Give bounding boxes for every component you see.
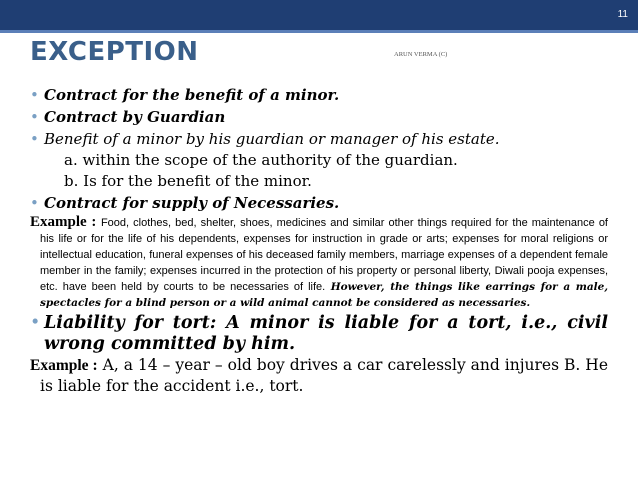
example-emphasis: However, the things like earrings for a male, spectacles for a blind person or a wild animal cannot be considered as necessaries. xyxy=(40,281,608,309)
slide-body xyxy=(30,84,608,397)
example-necessaries xyxy=(30,214,608,311)
example-tort-label: Example : xyxy=(30,357,98,374)
header-accent-line xyxy=(0,30,638,33)
slide-number: 11 xyxy=(617,9,628,20)
bullet-necessaries: • Contract for supply of Necessaries. xyxy=(30,192,608,214)
bullet-benefit-by-guardian: • Benefit of a minor by his guardian or manager of his estate. xyxy=(30,128,608,150)
example-tort xyxy=(30,355,608,397)
example-tort-text: A, a 14 – year – old boy drives a car carelessly and injures B. He is liable for the accident i.e., tort. xyxy=(40,356,608,395)
author-credit: ARUN VERMA (C) xyxy=(394,51,448,58)
example-label: Example : xyxy=(30,214,97,230)
sub-item-b: b. Is for the benefit of the minor. xyxy=(64,172,312,190)
example-text: Food, clothes, bed, shelter, shoes, medicines and similar other things required for the maintenance of his life or for the life of his dependents, expenses for instruction in grade or arts; expenses for moral religions or intellectual education, funeral expenses of his deceased family members, marriage expenses of a dependent female member in the family; expenses incurred in the protection of his property or personal liberty, Diwali pooja expenses, etc. have been held by courts to be necessaries of life. xyxy=(40,217,608,293)
bullet-contract-by-guardian: • Contract by Guardian xyxy=(30,106,608,128)
bullet-liability-for-tort: • Liability for tort: A minor is liable for a tort, i.e., civil wrong committed by him. xyxy=(30,313,608,355)
slide-title: EXCEPTION xyxy=(30,37,199,67)
header-bar xyxy=(0,0,638,30)
bullet-benefit-of-minor: • Contract for the benefit of a minor. xyxy=(30,84,608,106)
sub-item-a: a. within the scope of the authority of the guardian. xyxy=(64,151,458,169)
